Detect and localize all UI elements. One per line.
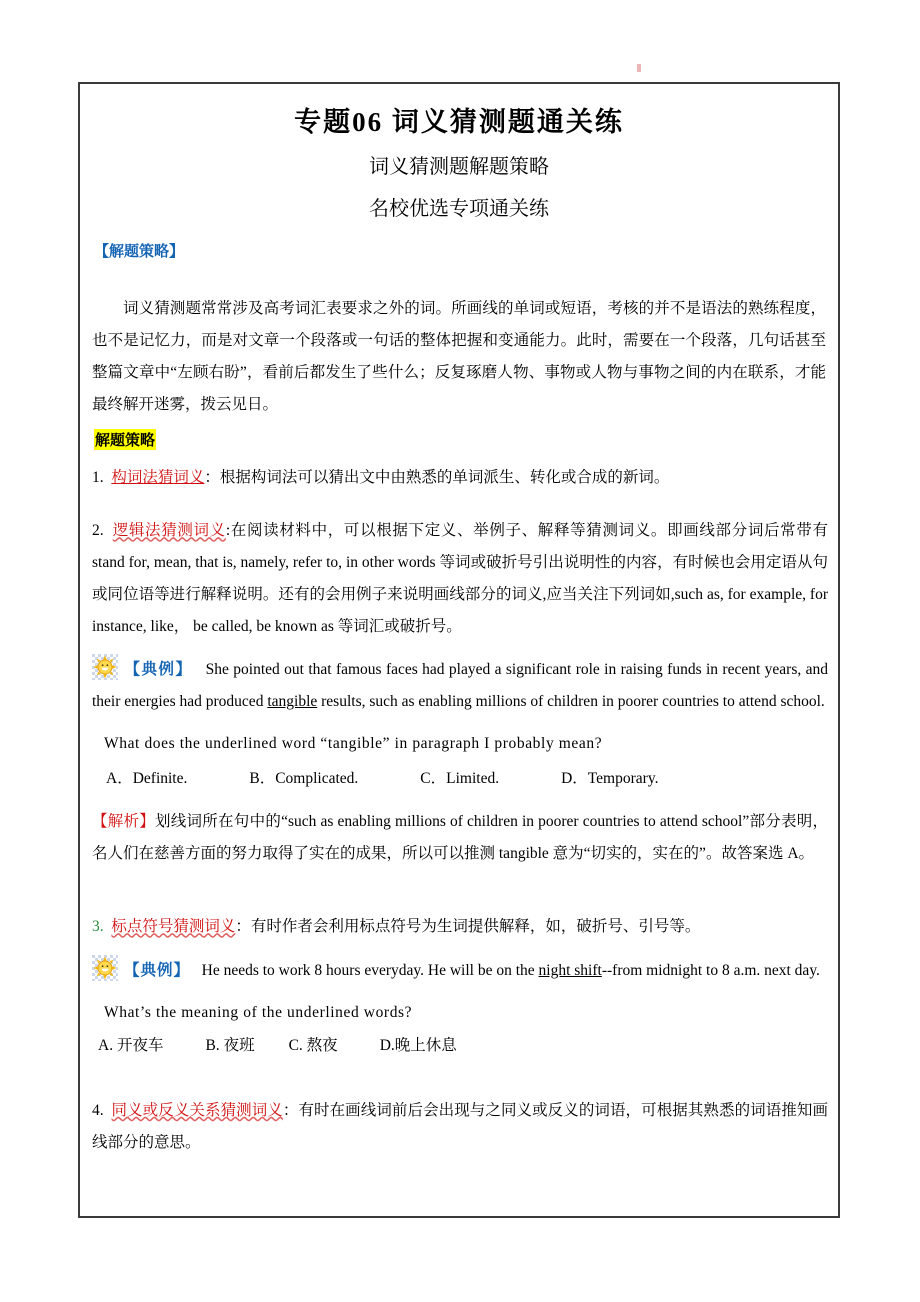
strategy-section-heading: 【解题策略】	[94, 243, 185, 261]
example-1-question: What does the underlined word “tangible” in paragraph I probably mean?	[104, 734, 603, 752]
example-1-option-a-key: A．	[106, 769, 133, 787]
page-title: 专题06 词义猜测题通关练	[294, 107, 624, 137]
page-top-mark	[637, 64, 641, 72]
example-2-option-a[interactable]	[98, 1030, 163, 1061]
strategy-item-3-number: 3.	[92, 918, 104, 936]
example-1-label: 【典例】	[124, 661, 193, 679]
example-2-underlined-word: night shift	[538, 962, 602, 980]
strategy-item-2-body: 在阅读材料中，可以根据下定义、举例子、解释等猜测词义。即画线部分词后常带有stand for, mean, that is, namely, refer to, in other words 等词或破折号引出说明性的内容，有时候也会用定语从句或同位语等进行解释说明。还有的会用例子来说明画线部分的词义,应当关注下列词如,such as, for example, for instance, like， be called, be known as 等词汇或破折号。	[92, 522, 829, 635]
example-1-options	[106, 763, 828, 794]
example-2-option-b-text: 夜班	[223, 1036, 255, 1054]
example-2-option-c-text: 熬夜	[306, 1036, 338, 1054]
example-2-option-a-text: 开夜车	[116, 1036, 164, 1054]
example-1-option-a-text: Definite.	[132, 769, 188, 787]
strategy-item-2-title: 逻辑法猜测词义	[112, 522, 226, 540]
strategy-intro-paragraph: 词义猜测题常常涉及高考词汇表要求之外的词。所画线的单词或短语，考核的并不是语法的熟练程度，也不是记忆力，而是对文章一个段落或一句话的整体把握和变通能力。此时，需要在一个段落，几句话甚至整篇文章中“左顾右盼”，看前后都发生了些什么；反复琢磨人物、事物或人物与事物之间的内在联系，才能最终解开迷雾，拨云见日。	[92, 300, 826, 413]
strategy-item-2-colon: :	[225, 522, 231, 540]
highlight-heading: 解题策略	[94, 429, 156, 450]
example-1-text-before: She pointed out that famous faces had played a significant role in raising funds in recent years, and their energies had produced	[92, 661, 828, 711]
subtitle-primary: 词义猜测题解题策略	[369, 156, 549, 179]
example-1-option-c-key: C．	[420, 769, 447, 787]
example-2-option-d[interactable]	[380, 1030, 457, 1061]
example-1-option-b-text: Complicated.	[275, 769, 359, 787]
strategy-item-1-title: 构词法猜词义	[111, 468, 205, 486]
strategy-item-4	[92, 1095, 828, 1159]
example-2-option-b-key: B.	[205, 1036, 220, 1054]
subtitle-secondary: 名校优选专项通关练	[369, 198, 549, 221]
example-1-option-c[interactable]	[420, 763, 499, 794]
strategy-item-2	[92, 515, 828, 642]
highlight-heading-wrap	[94, 429, 828, 450]
example-2-option-a-key: A.	[98, 1036, 114, 1054]
strategy-item-3-body: 有时作者会利用标点符号为生词提供解释，如，破折号、引号等。	[250, 918, 701, 936]
example-2-options	[98, 1030, 828, 1061]
example-2-label: 【典例】	[124, 962, 191, 980]
strategy-item-3-title: 标点符号猜测词义	[111, 918, 236, 936]
example-2-option-d-text: 晚上休息	[394, 1036, 457, 1054]
strategy-item-3-colon: ：	[235, 918, 251, 936]
strategy-item-4-title: 同义或反义关系猜测词义	[111, 1101, 283, 1119]
example-2-question: What’s the meaning of the underlined words?	[104, 1003, 413, 1021]
example-1-option-c-text: Limited.	[446, 769, 500, 787]
strategy-item-3	[92, 911, 828, 943]
example-1-analysis	[92, 806, 828, 870]
strategy-item-2-number: 2.	[92, 522, 104, 540]
strategy-item-4-number: 4.	[92, 1101, 104, 1119]
example-2-option-c[interactable]	[289, 1030, 338, 1061]
example-1-option-d[interactable]	[561, 763, 658, 794]
example-2-block	[92, 955, 828, 987]
strategy-item-1-colon: ：	[204, 468, 220, 486]
example-1-option-d-key: D．	[561, 769, 588, 787]
example-1-analysis-text: 划线词所在句中的“such as enabling millions of children in poorer countries to attend school”部分表明，名人们在慈善方面的努力取得了实在的成果，所以可以推测 tangible 意为“切实的，实在的”。故答案选 A。	[92, 812, 828, 862]
example-1-analysis-label: 【解析】	[92, 812, 156, 830]
example-1-block	[92, 654, 828, 718]
example-1-text-after: results, such as enabling millions of children in poorer countries to attend school.	[317, 693, 825, 711]
sun-icon	[92, 955, 118, 981]
example-2-text-after: --from midnight to 8 a.m. next day.	[601, 962, 820, 980]
strategy-item-1-body: 根据构词法可以猜出文中由熟悉的单词派生、转化或合成的新词。	[219, 468, 670, 486]
example-1-option-b-key: B．	[249, 769, 276, 787]
example-2-option-b[interactable]	[205, 1030, 254, 1061]
example-1-option-b[interactable]	[249, 763, 358, 794]
example-1-underlined-word: tangible	[267, 693, 318, 711]
content-frame	[78, 82, 840, 1218]
strategy-item-4-colon: ：	[282, 1101, 299, 1119]
example-1-option-d-text: Temporary.	[587, 769, 659, 787]
example-2-option-c-key: C.	[288, 1036, 303, 1054]
strategy-item-1	[92, 462, 828, 494]
strategy-item-4-body: 有时在画线词前后会出现与之同义或反义的词语，可根据其熟悉的词语推知画线部分的意思。	[92, 1101, 828, 1151]
example-2-option-d-key: D.	[379, 1036, 395, 1054]
example-2-text-before: He needs to work 8 hours everyday. He will be on the	[201, 962, 539, 980]
strategy-item-1-number: 1.	[92, 468, 104, 486]
sun-icon	[92, 654, 118, 680]
example-1-option-a[interactable]	[106, 763, 187, 794]
